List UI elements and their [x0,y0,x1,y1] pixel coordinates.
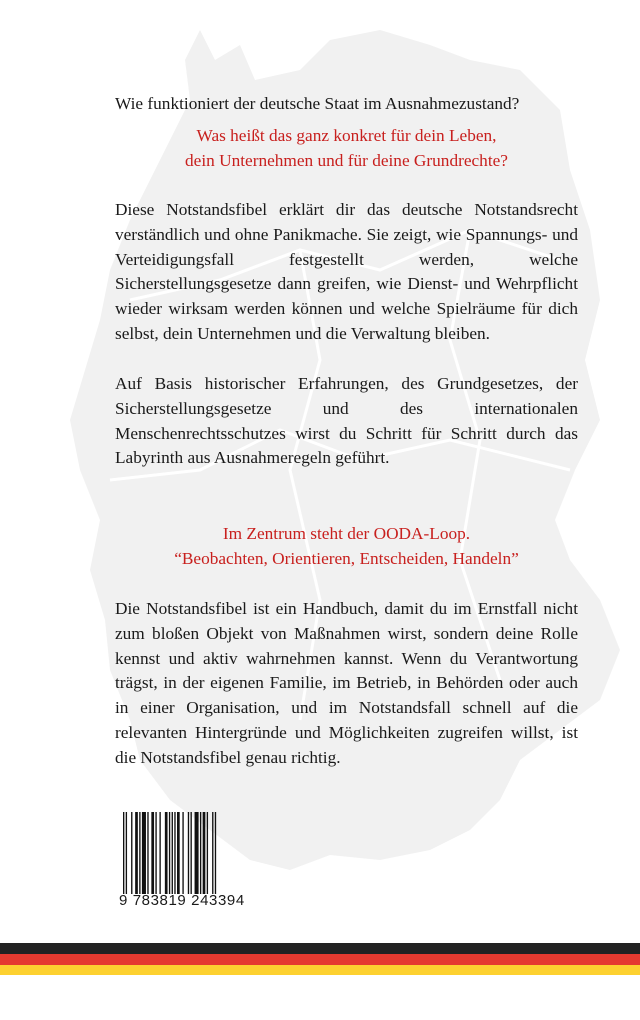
barcode-bar [151,812,154,894]
barcode-bar [155,812,156,894]
barcode-bars [119,812,249,894]
barcode-bar [147,812,148,894]
red-highlight-line-1: Im Zentrum steht der OODA-Loop. [222,524,471,543]
red-highlight [115,522,578,572]
barcode-bar [177,812,180,894]
barcode-bar [174,812,175,894]
isbn-barcode [119,812,249,908]
barcode-bar [212,812,213,894]
cover-question: Wie funktioniert der deutsche Staat im Ausnahmezustand? [115,94,520,113]
red-question [115,124,578,174]
barcode-bar [191,812,192,894]
barcode-bar [142,812,146,894]
paragraph-3: Die Notstandsfibel ist ein Handbuch, damit du im Ernstfall nicht zum bloßen Objekt von Maßnahmen wirst, sondern deine Rolle kennst und aktiv wahrnehmen kannst. Wenn du Verantwortung trägst, in der eigenen Familie, im Betrieb, in Behörden oder auch in einer Organisation, und im Notstandsfall schnell auf die relevanten Hintergründe und Möglichkeiten zugreifen willst, ist die Notstandsfibel genau richtig. [115,599,578,767]
barcode-bar [123,812,124,894]
flag-stripe-black [0,943,640,954]
barcode-bar [165,812,168,894]
barcode-bar [215,812,216,894]
paragraph-2: Auf Basis historischer Erfahrungen, des Grundgesetzes, der Sicherstellungsgesetze und des internationalen Menschenrechtsschutzes wirst du Schritt für Schritt durch das Labyrinth aus Ausnahmeregeln geführt. [115,374,578,468]
barcode-bar [203,812,206,894]
paragraph-1: Diese Notstandsfibel erklärt dir das deutsche Notstandsrecht verständlich und ohne Panikmache. Sie zeigt, wie Spannungs- und Verteidigungsfall festgestellt werden, welche Sicherstellungsgesetze dann greifen, wie Dienst- und Wehrpflicht wieder wirksam werden können und welche Spielräume für dich selbst, dein Unternehmen und die Verwaltung bleiben. [115,200,578,343]
red-highlight-line-2: “Beobachten, Orientieren, Entscheiden, Handeln” [174,548,519,568]
flag-stripe-red [0,954,640,965]
barcode-bar [169,812,170,894]
barcode-bar [172,812,173,894]
red-question-line-2: dein Unternehmen und für deine Grundrechte? [185,150,508,170]
barcode-bar [131,812,132,894]
barcode-bar [188,812,189,894]
barcode-bar [159,812,160,894]
flag-stripe-gold [0,965,640,975]
isbn-number: 9 783819 243394 [119,892,245,909]
barcode-bar [207,812,208,894]
red-question-line-1: Was heißt das ganz konkret für dein Leben, [196,126,497,145]
barcode-bar [195,812,199,894]
barcode-bar [139,812,140,894]
barcode-bar [126,812,127,894]
barcode-bar [135,812,138,894]
barcode-bar [200,812,201,894]
barcode-bar [182,812,183,894]
